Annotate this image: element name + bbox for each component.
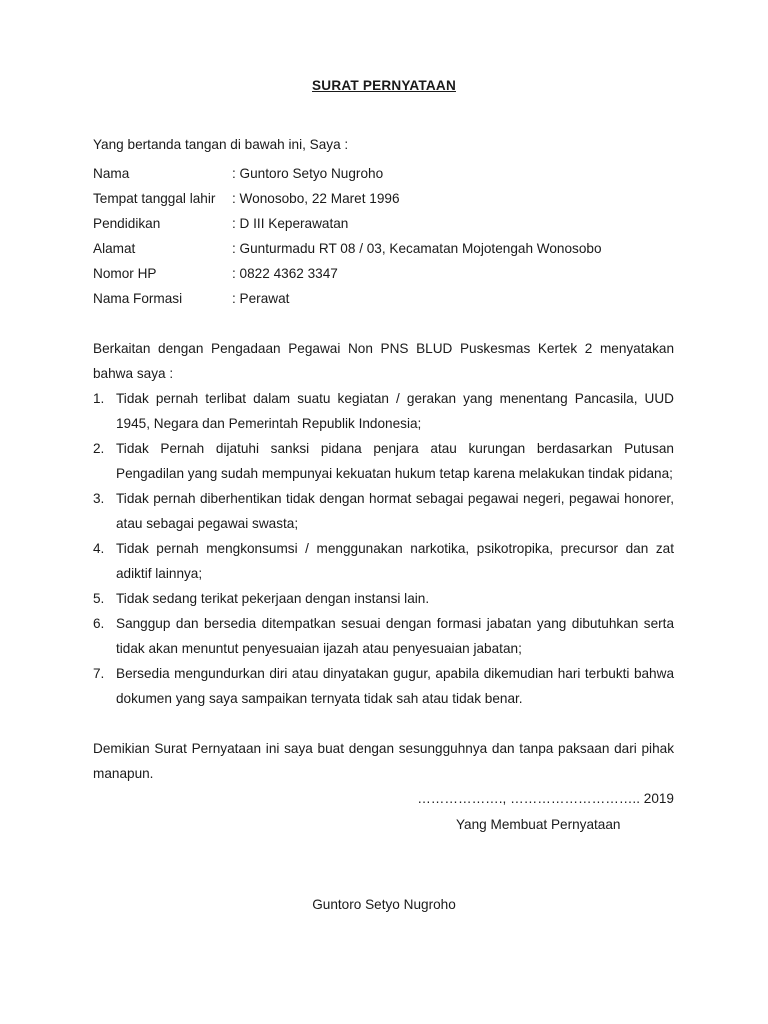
list-item-text: Tidak sedang terikat pekerjaan dengan instansi lain. — [116, 591, 430, 606]
list-item — [93, 386, 674, 436]
field-label: Nama Formasi — [93, 291, 183, 306]
field-value: : 0822 4362 3347 — [232, 266, 338, 281]
list-item-number: 3. — [93, 491, 105, 506]
list-item — [93, 586, 674, 611]
field-row-nama — [93, 161, 674, 186]
list-item-number: 5. — [93, 591, 105, 606]
list-item-number: 2. — [93, 441, 105, 456]
intro-text: Yang bertanda tangan di bawah ini, Saya : — [93, 137, 349, 152]
field-label: Nomor HP — [93, 266, 157, 281]
list-item-number: 7. — [93, 666, 105, 681]
closing-paragraph: Demikian Surat Pernyataan ini saya buat dengan sesungguhnya dan tanpa paksaan dari pihak manapun. — [93, 741, 674, 781]
list-item — [93, 536, 674, 586]
list-item-text: Bersedia mengundurkan diri atau dinyatakan gugur, apabila dikemudian hari terbukti bahwa dokumen yang saya sampaikan ternyata tidak sah atau tidak benar. — [116, 666, 674, 706]
date-line: ………………., ……………………….. 2019 — [417, 791, 674, 806]
field-value: : Gunturmadu RT 08 / 03, Kecamatan Mojotengah Wonosobo — [232, 241, 602, 256]
list-item-number: 4. — [93, 541, 105, 556]
list-item — [93, 486, 674, 536]
field-label: Nama — [93, 166, 130, 181]
field-row-address — [93, 236, 674, 261]
list-item-text: Tidak pernah mengkonsumsi / menggunakan narkotika, psikotropika, precursor dan zat adiktif lainnya; — [116, 541, 674, 581]
field-row-education — [93, 211, 674, 236]
field-label: Tempat tanggal lahir — [93, 191, 216, 206]
list-item-text: Tidak Pernah dijatuhi sanksi pidana penjara atau kurungan berdasarkan Putusan Pengadilan yang sudah mempunyai kekuatan hukum tetap karena melakukan tindak pidana; — [116, 441, 674, 481]
list-item — [93, 436, 674, 486]
statement-paragraph: Berkaitan dengan Pengadaan Pegawai Non PNS BLUD Puskesmas Kertek 2 menyatakan bahwa saya : — [93, 341, 674, 381]
field-label: Pendidikan — [93, 216, 161, 231]
document-title: SURAT PERNYATAAN — [312, 78, 456, 93]
list-item-text: Tidak pernah diberhentikan tidak dengan hormat sebagai pegawai negeri, pegawai honorer, atau sebagai pegawai swasta; — [116, 491, 674, 531]
list-item-text: Tidak pernah terlibat dalam suatu kegiatan / gerakan yang menentang Pancasila, UUD 1945, Negara dan Pemerintah Republik Indonesia; — [116, 391, 674, 431]
field-value: : Perawat — [232, 291, 290, 306]
signer-title: Yang Membuat Pernyataan — [456, 817, 621, 832]
field-label: Alamat — [93, 241, 136, 256]
identity-fields — [93, 161, 674, 311]
list-item — [93, 661, 674, 711]
list-item-text: Sanggup dan bersedia ditempatkan sesuai dengan formasi jabatan yang dibutuhkan serta tidak akan menuntut penyesuaian ijazah atau penyesuaian jabatan; — [116, 616, 674, 656]
list-item-number: 1. — [93, 391, 105, 406]
field-row-phone — [93, 261, 674, 286]
list-item-number: 6. — [93, 616, 105, 631]
list-item — [93, 611, 674, 661]
field-value: : D III Keperawatan — [232, 216, 349, 231]
field-row-birth — [93, 186, 674, 211]
signer-name: Guntoro Setyo Nugroho — [312, 897, 456, 912]
field-value: : Wonosobo, 22 Maret 1996 — [232, 191, 400, 206]
field-value: : Guntoro Setyo Nugroho — [232, 166, 384, 181]
statement-list — [93, 386, 674, 711]
field-row-formation — [93, 286, 674, 311]
